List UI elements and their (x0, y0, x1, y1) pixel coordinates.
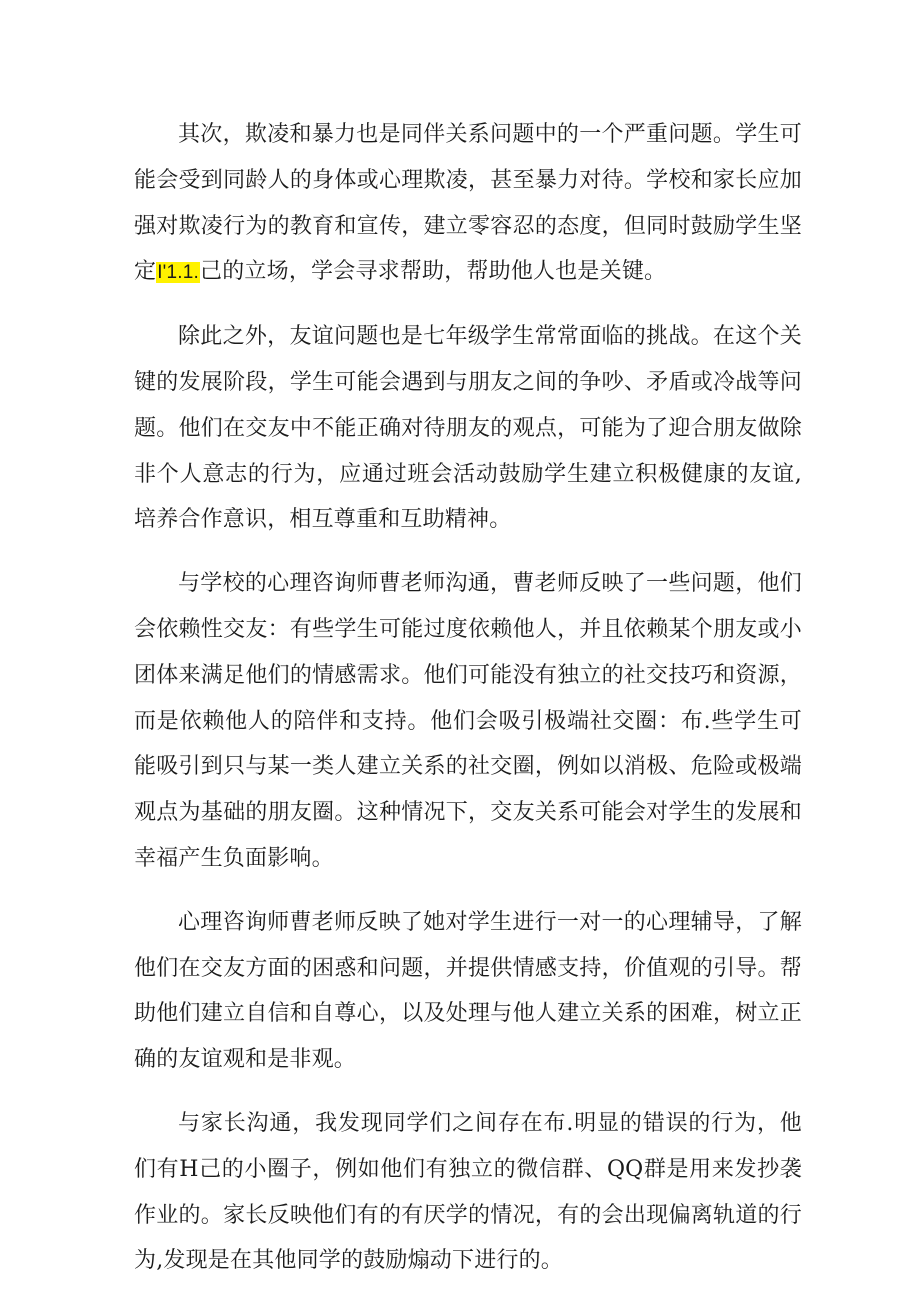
paragraph-parent-communication: 与家长沟通，我发现同学们之间存在布.明显的错误的行为，他们有H己的小圈子，例如他们有独立的微信群、QQ群是用来发抄袭作业的。家长反映他们有的有厌学的情况，有的会出现偏离轨道的行为,发现是在其他同学的鼓励煽动下进行的。 (134, 1110, 802, 1274)
highlighted-text: I'1.1. (157, 262, 200, 284)
paragraph-counseling: 心理咨询师曹老师反映了她对学生进行一对一的心理辅导，了解他们在交友方面的困惑和问题，并提供情感支持，价值观的引导。帮助他们建立自信和自尊心，以及处理与他人建立关系的困难，树立正确的友谊观和是非观。 (134, 909, 802, 1073)
paragraph-bullying-text-start: 其次，欺凌和暴力也是同伴关系问题中的一个严重问题。学生可能会受到同龄人的身体或心理欺凌，甚至暴力对待。学校和家长应加强对欺凌行为的教育和宣传，建立零容忍的态度，但同时鼓励学生坚定 (134, 122, 802, 285)
paragraph-counselor-feedback: 与学校的心理咨询师曹老师沟通，曹老师反映了一些问题，他们会依赖性交友：有些学生可能过度依赖他人，并且依赖某个朋友或小团体来满足他们的情感需求。他们可能没有独立的社交技巧和资源，而是依赖他人的陪伴和支持。他们会吸引极端社交圈：布.些学生可能吸引到只与某一类人建立关系的社交圈，例如以消极、危险或极端观点为基础的朋友圈。这种情况下，交友关系可能会对学生的发展和幸福产生负面影响。 (134, 571, 802, 871)
paragraph-bullying-text-end: 己的立场，学会寻求帮助，帮助他人也是关键。 (200, 259, 667, 285)
paragraph-bullying (134, 112, 802, 296)
paragraph-friendship: 除此之外，友谊问题也是七年级学生常常面临的挑战。在这个关键的发展阶段，学生可能会遇到与朋友之间的争吵、矛盾或冷战等问题。他们在交友中不能正确对待朋友的观点，可能为了迎合朋友做除非个人意志的行为，应通过班会活动鼓励学生建立积极健康的友谊,培养合作意识，相互尊重和互助精神。 (134, 324, 802, 533)
